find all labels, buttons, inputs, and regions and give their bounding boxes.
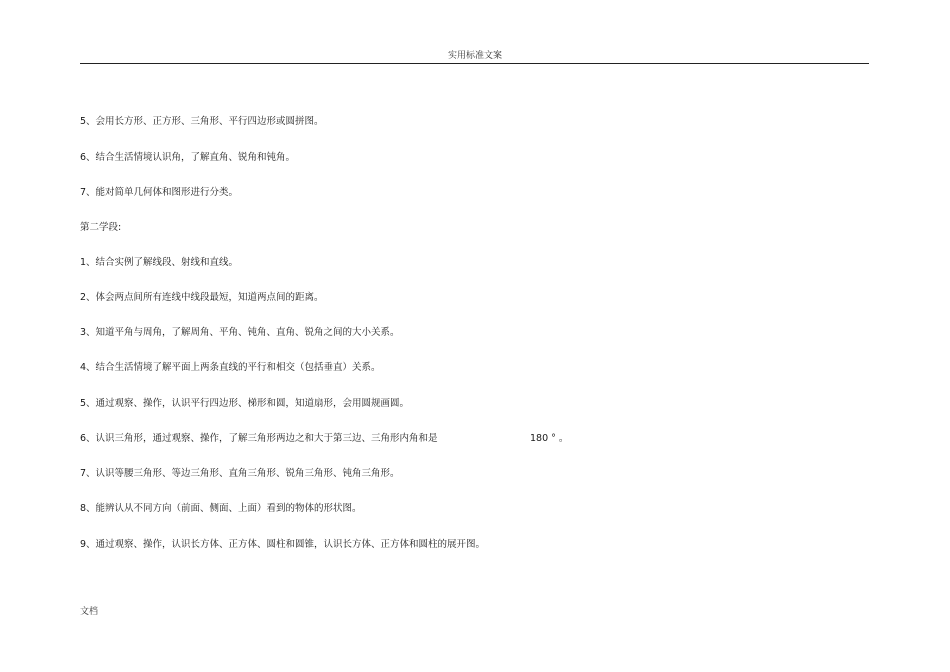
content-line-13: 9、通过观察、操作，认识长方体、正方体、圆柱和圆锥，认识长方体、正方体和圆柱的展开图。	[80, 539, 486, 550]
content-line-7: 3、知道平角与周角，了解周角、平角、钝角、直角、锐角之间的大小关系。	[80, 327, 400, 338]
page-footer: 文档	[80, 607, 99, 617]
content-line-2: 6、结合生活情境认识角，了解直角、锐角和钝角。	[80, 152, 296, 163]
section-heading: 第二学段:	[80, 222, 122, 233]
degree-value: 180 ° 。	[530, 433, 569, 444]
page-header-title: 实用标准文案	[447, 51, 502, 61]
content-line-9: 5、通过观察、操作，认识平行四边形、梯形和圆，知道扇形，会用圆规画圆。	[80, 398, 410, 409]
content-line-10: 6、认识三角形，通过观察、操作，了解三角形两边之和大于第三边、三角形内角和是	[80, 433, 438, 444]
content-line-6: 2、体会两点间所有连线中线段最短，知道两点间的距离。	[80, 292, 324, 303]
header-divider	[80, 63, 869, 64]
content-line-8: 4、结合生活情境了解平面上两条直线的平行和相交（包括垂直）关系。	[80, 362, 381, 373]
content-line-11: 7、认识等腰三角形、等边三角形、直角三角形、锐角三角形、钝角三角形。	[80, 468, 400, 479]
content-line-3: 7、能对简单几何体和图形进行分类。	[80, 187, 239, 198]
content-line-1: 5、会用长方形、正方形、三角形、平行四边形或圆拼图。	[80, 116, 324, 127]
content-line-5: 1、结合实例了解线段、射线和直线。	[80, 257, 239, 268]
content-line-12: 8、能辨认从不同方向（前面、侧面、上面）看到的物体的形状图。	[80, 503, 362, 514]
